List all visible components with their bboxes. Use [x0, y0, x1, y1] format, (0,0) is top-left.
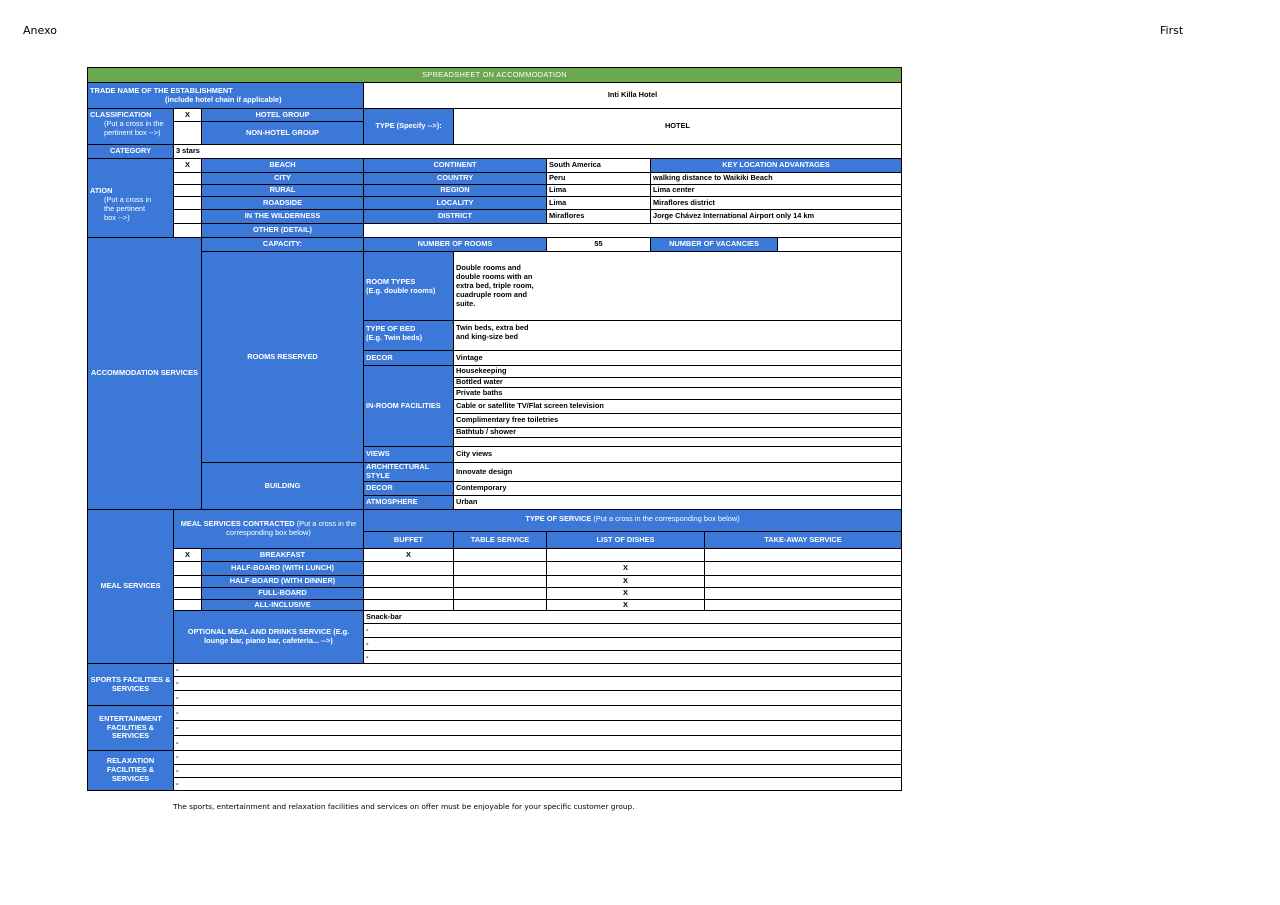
location-mark-0[interactable]: X — [173, 158, 202, 173]
vacancies-value — [777, 237, 902, 252]
building-label: BUILDING — [201, 462, 364, 510]
meal-row-label-2: HALF-BOARD (WITH DINNER) — [201, 575, 364, 588]
header-left: Anexo — [23, 24, 57, 37]
facility-item-5: Bathtub / shower — [453, 427, 902, 438]
trade-name-label-text: TRADE NAME OF THE ESTABLISHMENT — [90, 86, 233, 95]
views-label: VIEWS — [363, 446, 454, 463]
meal-row-label-3: FULL-BOARD — [201, 587, 364, 600]
footnote: The sports, entertainment and relaxation facilities and services on offer must be enjoyable for your specific customer group. — [173, 802, 635, 811]
meal-cell-0-2[interactable] — [546, 548, 705, 562]
room-types-value-cell — [453, 251, 902, 321]
non-hotel-group-label: NON-HOTEL GROUP — [201, 121, 364, 145]
meal-cell-0-0[interactable]: X — [363, 548, 454, 562]
sports-line-1: - — [173, 676, 902, 691]
bed-type-value-cell — [453, 320, 902, 351]
type-value: HOTEL — [453, 108, 902, 145]
bed-type-sublabel: (E.g. Twin beds) — [366, 332, 423, 342]
building-decor-value: Contemporary — [453, 481, 902, 496]
relaxation-line-1: - — [173, 764, 902, 778]
entertainment-line-2: - — [173, 735, 902, 751]
room-types-value: Double rooms and double rooms with an extra bed, triple room, cuadruple room and suite. — [456, 263, 534, 308]
hotel-group-mark[interactable]: X — [173, 108, 202, 122]
building-decor-label: DECOR — [363, 481, 454, 496]
views-value: City views — [453, 446, 902, 463]
trade-name-sublabel: (include hotel chain if applicable) — [165, 94, 282, 104]
facility-item-1: Bottled water — [453, 377, 902, 388]
entertainment-label: ENTERTAINMENT FACILITIES & SERVICES — [87, 705, 174, 751]
meal-cell-1-2[interactable]: X — [546, 561, 705, 576]
category-value: 3 stars — [173, 144, 902, 159]
meal-services-label: MEAL SERVICES — [87, 509, 174, 664]
location-option-2: RURAL — [201, 184, 364, 197]
rooms-reserved-label: ROOMS RESERVED — [201, 251, 364, 463]
architectural-style-label: ARCHITECTURAL STYLE — [363, 462, 454, 482]
facility-item-4: Complimentary free toiletries — [453, 413, 902, 428]
facility-item-6 — [453, 437, 902, 447]
meal-column-1: TABLE SERVICE — [453, 531, 547, 549]
key-advantages-label: KEY LOCATION ADVANTAGES — [650, 158, 902, 173]
bed-type-value: Twin beds, extra bed and king-size bed — [456, 323, 529, 341]
relaxation-line-2: - — [173, 777, 902, 791]
optional-item-2: - — [363, 637, 902, 651]
optional-item-1: - — [363, 623, 902, 638]
meal-cell-3-2[interactable]: X — [546, 587, 705, 600]
geo-label-1: COUNTRY — [363, 172, 547, 185]
meal-column-0: BUFFET — [363, 531, 454, 549]
geo-label-2: REGION — [363, 184, 547, 197]
service-type-label-text: TYPE OF SERVICE — [525, 514, 592, 523]
bed-type-label-text: TYPE OF BED — [366, 324, 416, 333]
entertainment-line-1: - — [173, 720, 902, 736]
meal-row-label-4: ALL-INCLUSIVE — [201, 599, 364, 611]
meal-cell-0-1[interactable] — [453, 548, 547, 562]
meal-mark-0[interactable]: X — [173, 548, 202, 562]
meal-contracted-sublabel: (Put a cross in the corresponding box below) — [226, 519, 357, 537]
trade-name-value: Inti Killa Hotel — [363, 82, 902, 109]
meal-mark-4[interactable] — [173, 599, 202, 611]
sheet-title: SPREADSHEET ON ACCOMMODATION — [87, 67, 902, 83]
geo-value-2: Lima — [546, 184, 651, 197]
meal-row-label-0: BREAKFAST — [201, 548, 364, 562]
classification-sublabel: (Put a cross in the pertinent box -->) — [104, 118, 164, 137]
advantage-0: walking distance to Waikiki Beach — [650, 172, 902, 185]
vacancies-label: NUMBER OF VACANCIES — [650, 237, 778, 252]
rooms-label: NUMBER OF ROOMS — [363, 237, 547, 252]
geo-value-0: South America — [546, 158, 651, 173]
meal-column-2: LIST OF DISHES — [546, 531, 705, 549]
meal-row-label-1: HALF-BOARD (WITH LUNCH) — [201, 561, 364, 576]
location-option-0: BEACH — [201, 158, 364, 173]
room-decor-label: DECOR — [363, 350, 454, 366]
meal-contracted-label-text: MEAL SERVICES CONTRACTED — [180, 519, 295, 528]
location-mark-3[interactable] — [173, 196, 202, 210]
non-hotel-group-mark[interactable] — [173, 121, 202, 145]
facility-item-3: Cable or satellite TV/Flat screen television — [453, 399, 902, 414]
relaxation-line-0: - — [173, 750, 902, 765]
hotel-group-label: HOTEL GROUP — [201, 108, 364, 122]
optional-item-3: - — [363, 650, 902, 664]
geo-label-3: LOCALITY — [363, 196, 547, 210]
meal-cell-1-3[interactable] — [704, 561, 902, 576]
geo-label-0: CONTINENT — [363, 158, 547, 173]
advantage-3: Jorge Chávez International Airport only 14 km — [650, 209, 902, 224]
meal-cell-2-2[interactable]: X — [546, 575, 705, 588]
accommodation-label: ACCOMMODATION SERVICES — [87, 237, 202, 510]
meal-cell-1-1[interactable] — [453, 561, 547, 576]
meal-column-3: TAKE-AWAY SERVICE — [704, 531, 902, 549]
location-mark-5[interactable] — [173, 223, 202, 238]
room-types-label-text: ROOM TYPES — [366, 277, 416, 286]
room-types-label — [363, 251, 454, 321]
atmosphere-label: ATMOSPHERE — [363, 495, 454, 510]
bed-type-label — [363, 320, 454, 351]
trade-name-label — [87, 82, 364, 109]
rooms-value: 55 — [546, 237, 651, 252]
accommodation-spreadsheet — [87, 67, 902, 791]
classification-label — [87, 108, 174, 145]
entertainment-line-0: - — [173, 705, 902, 721]
advantage-1: Lima center — [650, 184, 902, 197]
in-room-facilities-label: IN-ROOM FACILITIES — [363, 365, 454, 447]
service-type-sublabel: (Put a cross in the corresponding box below) — [593, 514, 740, 523]
service-type-label — [363, 509, 902, 532]
meal-cell-0-3[interactable] — [704, 548, 902, 562]
meal-mark-1[interactable] — [173, 561, 202, 576]
geo-value-1: Peru — [546, 172, 651, 185]
location-option-5: OTHER (DETAIL) — [201, 223, 364, 238]
room-decor-value: Vintage — [453, 350, 902, 366]
sports-line-2: - — [173, 690, 902, 706]
location-label-text: ATION — [90, 186, 113, 195]
location-option-3: ROADSIDE — [201, 196, 364, 210]
location-option-4: IN THE WILDERNESS — [201, 209, 364, 224]
capacity-label: CAPACITY: — [201, 237, 364, 252]
relaxation-label: RELAXATION FACILITIES & SERVICES — [87, 750, 174, 791]
geo-value-4: Miraflores — [546, 209, 651, 224]
type-label: TYPE (Specify -->): — [363, 108, 454, 145]
classification-label-text: CLASSIFICATION — [90, 110, 152, 119]
geo-label-4: DISTRICT — [363, 209, 547, 224]
facility-item-2: Private baths — [453, 387, 902, 400]
meal-contracted-label — [173, 509, 364, 549]
location-label — [87, 158, 174, 238]
optional-item-0: Snack-bar — [363, 610, 902, 624]
facility-item-0: Housekeeping — [453, 365, 902, 378]
geo-value-3: Lima — [546, 196, 651, 210]
header-right: First — [1160, 24, 1184, 37]
location-sublabel: (Put a cross in the pertinent box -->) — [104, 194, 152, 222]
location-mark-4[interactable] — [173, 209, 202, 224]
meal-cell-4-2[interactable]: X — [546, 599, 705, 611]
category-label: CATEGORY — [87, 144, 174, 159]
advantage-2: Miraflores district — [650, 196, 902, 210]
location-option-1: CITY — [201, 172, 364, 185]
atmosphere-value: Urban — [453, 495, 902, 510]
other-detail-value — [363, 223, 902, 238]
room-types-sublabel: (E.g. double rooms) — [366, 285, 436, 295]
optional-meal-label: OPTIONAL MEAL AND DRINKS SERVICE (E.g. lounge bar, piano bar, cafeteria... -->) — [173, 610, 364, 664]
architectural-style-value: Innovate design — [453, 462, 902, 482]
sports-line-0: - — [173, 663, 902, 677]
meal-cell-1-0[interactable] — [363, 561, 454, 576]
sports-label: SPORTS FACILITIES & SERVICES — [87, 663, 174, 706]
